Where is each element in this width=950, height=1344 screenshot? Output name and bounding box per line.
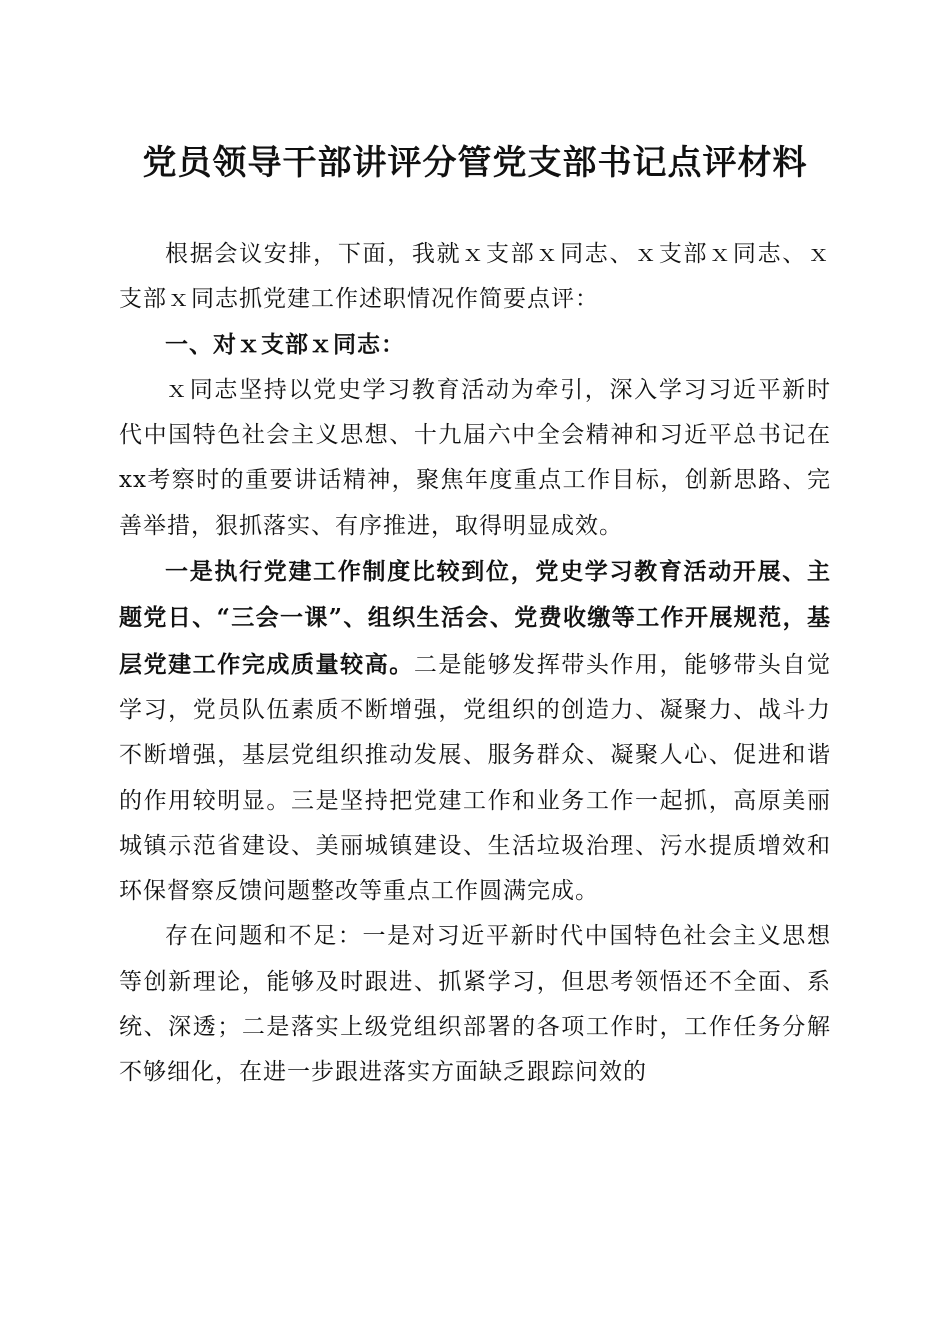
document-body <box>119 232 831 1096</box>
section1-strengths-paragraph <box>119 549 831 914</box>
section1-problems-paragraph: 存在问题和不足：一是对习近平新时代中国特色社会主义思想等创新理论，能够及时跟进、抓紧学习，但思考领悟还不全面、系统、深透；二是落实上级党组织部署的各项工作时，工作任务分解不够细化，在进一步跟进落实方面缺乏跟踪问效的 <box>119 923 831 1086</box>
strengths-lead-text: 一是执行党建工作制度比较到位，党史学习教育活动开展、主题党日、“三会一课”、组织生活会、党费收缴等工作开展规范，基层党建工作完成质量较高。 <box>119 558 831 678</box>
intro-paragraph: 根据会议安排，下面，我就ｘ支部ｘ同志、ｘ支部ｘ同志、ｘ支部ｘ同志抓党建工作述职情况作简要点评： <box>119 241 831 313</box>
strengths-rest-text: 二是能够发挥带头作用，能够带头自觉学习，党员队伍素质不断增强，党组织的创造力、凝聚力、战斗力不断增强，基层党组织推动发展、服务群众、凝聚人心、促进和谐的作用较明显。三是坚持把党建工作和业务工作一起抓，高原美丽城镇示范省建设、美丽城镇建设、生活垃圾治理、污水提质增效和环保督察反馈问题整改等重点工作圆满完成。 <box>119 651 832 905</box>
document-title: 党员领导干部讲评分管党支部书记点评材料 <box>142 143 808 183</box>
section1-summary-paragraph: ｘ同志坚持以党史学习教育活动为牵引，深入学习习近平新时代中国特色社会主义思想、十九届六中全会精神和习近平总书记在xx考察时的重要讲话精神，聚焦年度重点工作目标，创新思路、完善举措，狠抓落实、有序推进，取得明显成效。 <box>119 376 831 539</box>
section-heading-1: 一、对ｘ支部ｘ同志： <box>165 331 405 358</box>
